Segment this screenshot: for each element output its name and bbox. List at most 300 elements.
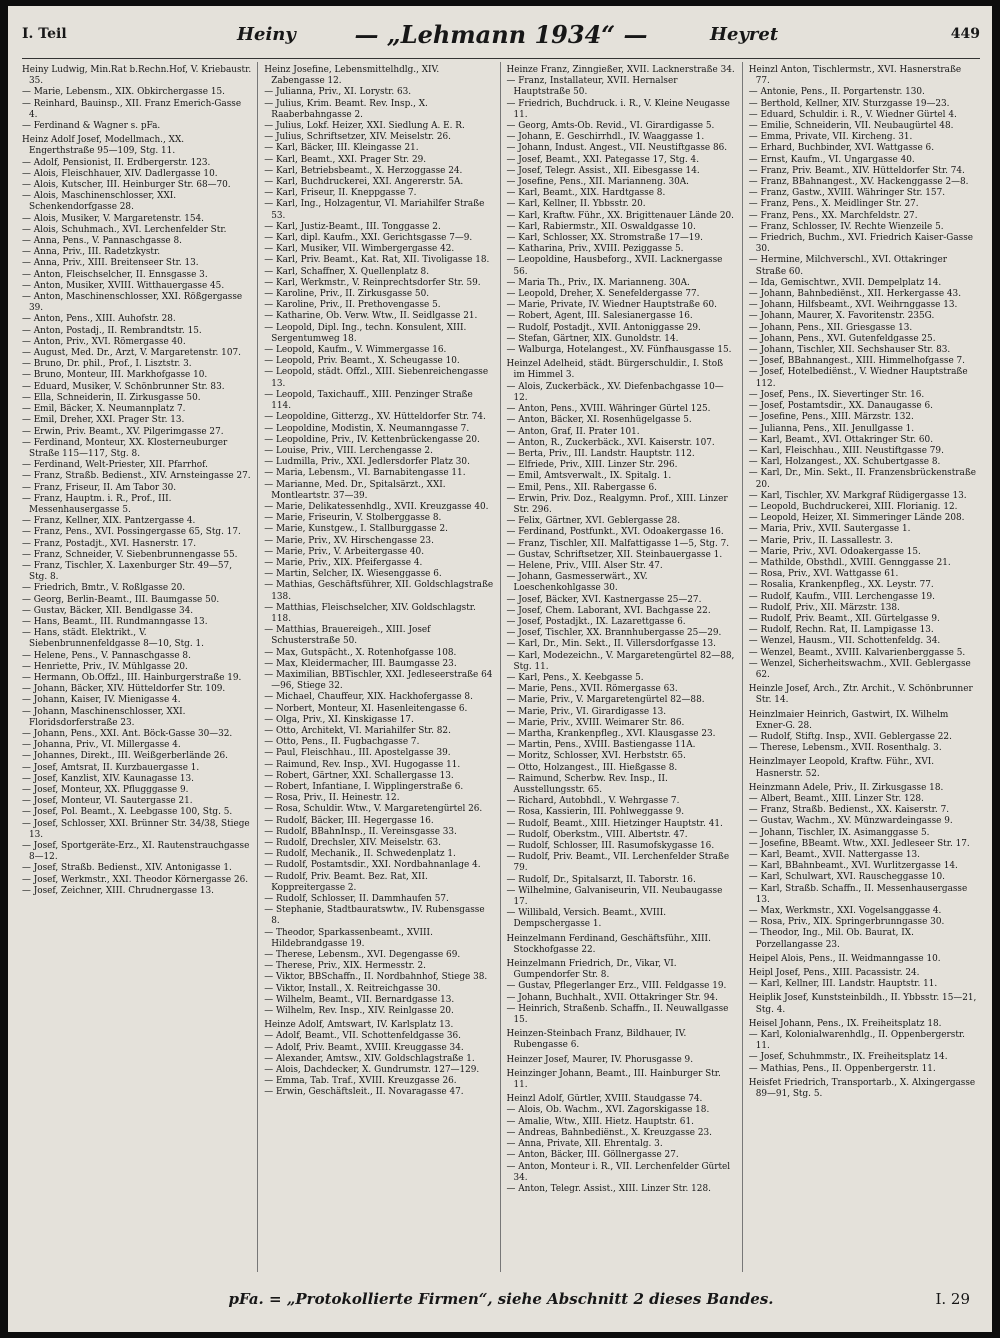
directory-entry: — Therese, Lebensm., XVII. Rosenthalg. 3. <box>748 743 942 754</box>
directory-column-1 <box>16 62 258 1272</box>
page-title: — „Lehmann 1934“ — <box>354 20 648 49</box>
directory-entry: — Alois, Dachdecker, X. Gundrumstr. 127—129. <box>264 1065 480 1076</box>
directory-entry: — Josef, Chem. Laborant, XVI. Bachgasse 22. <box>506 605 711 616</box>
directory-entry: — Friedrich, Bmtr., V. Roßlgasse 20. <box>22 583 186 594</box>
directory-entry: — Maria Th., Priv., IX. Marianneng. 30A. <box>506 277 690 288</box>
directory-entry: — Johann, Tischler, XII. Sechshauser Str. 83. <box>748 345 951 356</box>
directory-entry: — Emilie, Schneiderin, VII. Neubaugürtel 48. <box>748 121 954 132</box>
directory-entry: — Eduard, Musiker, V. Schönbrunner Str. 83. <box>22 381 225 392</box>
directory-entry: — Matthias, Fleischselcher, XIV. Goldschlagstr. 118. <box>264 602 476 624</box>
directory-entry: — Theodor, Sparkassenbeamt., XVIII. Hildebrandgasse 19. <box>264 927 433 949</box>
directory-entry: Heiplik Josef, Kunststeinbildh., II. Ybbsstr. 15—21, Stg. 4. <box>748 993 977 1015</box>
directory-entry: — Erwin, Geschäftsleit., II. Novaragasse 47. <box>264 1087 464 1098</box>
directory-entry: — Karl, Werkmstr., V. Reinprechtsdorfer Str. 59. <box>264 277 481 288</box>
directory-entry: — Antonie, Pens., II. Porgartenstr. 130. <box>748 87 925 98</box>
directory-entry: — Alexander, Amtsw., XIV. Goldschlagstraße 1. <box>264 1053 475 1064</box>
directory-entry: — Hans, städt. Elektrikt., V. Siebenbrunnenfeldgasse 8—10, Stg. 1. <box>22 628 204 650</box>
directory-entry: — Johann, Pens., XVI. Gutenfeldgasse 25. <box>748 333 936 344</box>
directory-entry: — Josefine, Pens., XIII. Märzstr. 132. <box>748 412 914 423</box>
directory-entry: — Katharine, Ob. Verw. Wtw., II. Seidlgasse 21. <box>264 311 478 322</box>
directory-entry: — Georg, Berlin-Beamt., III. Baumgasse 50. <box>22 594 220 605</box>
directory-entry: — Rosa, Priv., II. Heinestr. 12. <box>264 793 400 804</box>
directory-entry: — Rudolf, Mechanik., II. Schwedenplatz 1. <box>264 849 456 860</box>
directory-entry: — Josef, Schuhmmstr., IX. Freiheitsplatz 14. <box>748 1052 948 1063</box>
directory-entry: Heinzlmaier Heinrich, Gastwirt, IX. Wilhelm Exner-G. 28. <box>748 709 949 731</box>
directory-entry: — Karl, Kellner, II. Ybbsstr. 20. <box>506 199 646 210</box>
directory-entry: — August, Med. Dr., Arzt, V. Margaretenstr. 107. <box>22 348 241 359</box>
directory-entry: — Johann, E. Geschirrhdl., IV. Waaggasse 1. <box>506 132 705 143</box>
directory-entry: Heipel Alois, Pens., II. Weidmanngasse 10. <box>748 953 941 964</box>
directory-entry: — Anton, Maschinenschlosser, XXI. Rößgergasse 39. <box>22 292 243 314</box>
directory-entry: — Marie, Priv., VI. Girardigasse 13. <box>506 706 667 717</box>
directory-entry: — Alois, Zuckerbäck., XV. Diefenbachgasse 10—12. <box>506 381 724 403</box>
directory-entry: — Leopoldine, Hausbeforg., XVII. Lacknergasse 56. <box>506 255 723 277</box>
directory-entry: — Berthold, Kellner, XIV. Sturzgasse 19—23. <box>748 98 950 109</box>
directory-entry: — Josef, Straßb. Bedienst., XIV. Antonigasse 1. <box>22 863 232 874</box>
directory-entry: — Wenzel, Sicherheitswachm., XVII. Geblergasse 62. <box>748 658 971 680</box>
directory-entry: — Albert, Beamt., XIII. Linzer Str. 128. <box>748 794 924 804</box>
directory-entry: — Hans, Beamt., III. Rundmanngasse 13. <box>22 616 208 627</box>
directory-entry: — Josef, Kanzlist, XIV. Kaunagasse 13. <box>22 773 195 784</box>
directory-entry: — Johann, Pens., XII. Griesgasse 13. <box>748 322 913 333</box>
directory-entry: Heinzlmayer Leopold, Kraftw. Führ., XVI. Hasnerstr. 52. <box>748 757 935 779</box>
directory-entry: — Josef, Monteur, XX. Pflugggasse 9. <box>22 785 189 795</box>
directory-entry: — Anton, Postadj., II. Rembrandtstr. 15. <box>22 325 202 336</box>
directory-entry: — Johannes, Direkt., III. Weißgerberlände 26. <box>22 751 228 762</box>
directory-entry: — Rudolf, Drechsler, XIV. Meiselstr. 63. <box>264 838 441 849</box>
directory-entry: — Marie, Priv., V. Margaretengürtel 82—88. <box>506 695 705 706</box>
directory-entry: — Andreas, Bahnbediënst., X. Kreuzgasse 23. <box>506 1127 712 1138</box>
directory-entry: — Franz, Tischler, X. Laxenburger Str. 49—57, Stg. 8. <box>22 560 233 583</box>
directory-column-3 <box>501 62 743 1272</box>
directory-entry: — Norbert, Monteur, XI. Hasenleitengasse 6. <box>264 703 468 714</box>
directory-entry: — Max, Werkmstr., XXI. Vogelsanggasse 4. <box>748 906 942 917</box>
directory-entry: — Therese, Lebensm., XVI. Degengasse 69. <box>264 950 461 961</box>
directory-entry: — Marie, Pens., XVII. Römergasse 63. <box>506 684 678 695</box>
directory-entry: — Rudolf, Schlosser, II. Dammhaufen 57. <box>264 894 449 905</box>
directory-entry: — Franz, BBahnangest., XV. Hackenggasse 2—8. <box>748 177 969 188</box>
directory-entry: — Theodor, Ing., Mil. Ob. Baurat, IX. Porzellangasse 23. <box>748 928 914 950</box>
directory-entry: — Rudolf, Oberkstm., VIII. Albertstr. 47. <box>506 829 688 840</box>
directory-entry: — Karl, Musiker, VII. Wimbergergasse 42. <box>264 244 455 255</box>
directory-entry: — Johann, Pens., XXI. Ant. Böck-Gasse 30—32. <box>22 728 233 739</box>
directory-entry: — Karl, Schlosser, XX. Stromstraße 17—19. <box>506 233 703 244</box>
directory-entry: — Heinrich, Straßenb. Schaffn., II. Neuwallgasse 15. <box>506 1003 729 1026</box>
directory-entry: — Karoline, Priv., II. Zirkusgasse 50. <box>264 289 430 300</box>
directory-entry: — Otto, Pens., II. Fugbachgasse 7. <box>264 737 420 748</box>
directory-entry: — Leopoldine, Modistin, X. Neumanngasse 7. <box>264 423 470 434</box>
directory-entry: — Wenzel, Hausm., VII. Schottenfeldg. 34. <box>748 636 941 647</box>
directory-entry: — Franz, Schlosser, IV. Rechte Wienzeile 5. <box>748 221 944 232</box>
directory-entry: — Rosa, Schuldir. Wtw., V. Margaretengürtel 26. <box>264 804 483 815</box>
directory-entry: — Karl, Holzangest., XX. Schubertgasse 8. <box>748 457 941 468</box>
directory-entry: — Karl, Schaffner, X. Quellenplatz 8. <box>264 266 430 277</box>
directory-entry: — Viktor, BBSchaffn., II. Nordbahnhof, Stiege 38. <box>264 972 488 983</box>
directory-entry: — Josef, Bäcker, XVI. Kastnergasse 25—27. <box>506 594 702 605</box>
directory-entry: — Karl, BBahnbeamt., XVI. Wurlitzergasse 14. <box>748 861 958 872</box>
directory-entry: Heisfet Friedrich, Transportarb., X. Alxingergasse 89—91, Stg. 5. <box>748 1077 976 1100</box>
directory-entry: — Alois, Schuhmach., XVI. Lerchenfelder Str. <box>22 224 227 235</box>
directory-entry: Heinze Franz, Zinngießer, XVII. Lacknerstraße 34. <box>506 65 735 75</box>
directory-entry: — Marie, Delikatessenhdlg., XVII. Kreuzgasse 40. <box>264 501 489 512</box>
directory-entry: — Anton, Pens., XVIII. Währinger Gürtel 125. <box>506 404 711 415</box>
directory-entry: — Anton, R., Zuckerbäck., XVI. Kaiserstr. 107. <box>506 437 715 448</box>
directory-entry: — Gustav, Pflegerlanger Erz., VIII. Feldgasse 19. <box>506 981 727 992</box>
directory-entry: — Marianne, Med. Dr., Spitalsärzt., XXI. Montleartstr. 37—39. <box>264 479 446 501</box>
directory-entry: — Wilhelmine, Galvaniseurin, VII. Neubaugasse 17. <box>506 885 723 908</box>
directory-entry: — Leopold, Dreher, X. Senefeldergasse 77. <box>506 289 700 300</box>
entry-columns <box>16 62 984 1272</box>
directory-entry: — Franz, Kellner, XIX. Pantzergasse 4. <box>22 516 196 527</box>
directory-entry: — Paul, Fleischhau., III. Apostelgasse 39. <box>264 748 451 759</box>
directory-entry: — Erwin, Priv. Beamt., XV. Pilgerimgasse 27. <box>22 426 224 437</box>
directory-entry: — Julius, Lokf. Heizer, XXI. Siedlung A. E. R. <box>264 121 465 132</box>
directory-entry: — Anna, Priv., III. Radetzkystr. <box>22 247 161 258</box>
directory-entry: Heinzelmann Friedrich, Dr., Vikar, VI. Gumpendorfer Str. 8. <box>506 959 677 981</box>
directory-entry: — Karl, Beamt., XXI. Prager Str. 29. <box>264 154 427 165</box>
directory-entry: — Leopold, Kaufm., V. Wimmergasse 16. <box>264 345 447 356</box>
directory-entry: — Karl, Priv. Beamt., Kat. Rat, XII. Tivoligasse 18. <box>264 255 490 266</box>
directory-entry: — Karl, Modezeichn., V. Margaretengürtel 82—88, Stg. 11. <box>506 650 735 672</box>
directory-entry: — Anna, Priv., XIII. Breitenseer Str. 13. <box>22 258 199 269</box>
directory-entry: — Robert, Infantiane, I. Wipplingerstraße 6. <box>264 782 464 792</box>
directory-entry: — Marie, Kunstgew., I. Stallburggasse 2. <box>264 524 448 535</box>
directory-entry: — Anton, Fleischselcher, II. Ennsgasse 3. <box>22 269 208 280</box>
directory-entry: — Michael, Chauffeur, XIX. Hackhofergasse 8. <box>264 692 473 703</box>
directory-entry: — Johann, Hilfsbeamt., XVI. Weihrnggasse 13. <box>748 300 958 311</box>
directory-entry: — Matthias, Brauereigeh., XIII. Josef Schusterstraße 50. <box>264 625 431 647</box>
directory-entry: — Rudolf, Rechn. Rat, II. Lampigasse 13. <box>748 625 934 636</box>
directory-entry: — Therese, Priv., XIX. Hermesstr. 2. <box>264 961 426 972</box>
directory-entry: — Robert, Gärtner, XXI. Schallergasse 13. <box>264 770 454 781</box>
directory-entry: — Moritz, Schlosser, XVI. Herbststr. 65. <box>506 751 686 762</box>
directory-entry: — Erwin, Priv. Doz., Realgymn. Prof., XIII. Linzer Str. 296. <box>506 493 728 515</box>
directory-entry: Heisel Johann, Pens., IX. Freiheitsplatz 18. <box>748 1018 942 1029</box>
directory-entry: — Alois, Kutscher, III. Heinburger Str. 68—70. <box>22 180 231 191</box>
directory-entry: — Julianna, Pens., XII. Jenullgasse 1. <box>748 423 915 434</box>
directory-entry: — Karl, Kraftw. Führ., XX. Brigittenauer Lände 20. <box>506 210 734 221</box>
directory-entry: — Henriette, Priv., IV. Mühlgasse 20. <box>22 661 188 672</box>
directory-entry: — Ferdinand & Wagner s. pFa. <box>22 121 161 132</box>
directory-entry: Heinzinger Johann, Beamt., III. Hainburger Str. 11. <box>506 1068 721 1091</box>
directory-entry: — Rudolf, Stiftg. Insp., XVII. Geblergasse 22. <box>748 731 952 742</box>
directory-entry: — Marie, Priv., XIX. Pfeifergasse 4. <box>264 557 423 568</box>
directory-entry: — Marie, Priv., XVI. Odoakergasse 15. <box>748 546 921 557</box>
directory-page <box>8 6 992 1332</box>
directory-entry: — Mathias, Pens., II. Oppenbergerstr. 11. <box>748 1063 936 1074</box>
directory-entry: — Martin, Selcher, IX. Wiesenggasse 6. <box>264 569 442 580</box>
directory-entry: — Josef, Werkmstr., XXI. Theodor Körnergasse 26. <box>22 874 249 885</box>
directory-entry: — Josef, Zeichner, XIII. Chrudnergasse 13. <box>22 885 214 896</box>
directory-entry: — Anton, Graf, II. Prater 101. <box>506 426 640 437</box>
directory-entry: — Julianna, Priv., XI. Lorystr. 63. <box>264 87 412 98</box>
directory-entry: — Rudolf, Bäcker, III. Hegergasse 16. <box>264 815 434 826</box>
directory-entry: — Franz, Pens., X. Meidlinger Str. 27. <box>748 199 919 210</box>
directory-entry: — Ludmilla, Priv., XXI. Jedlersdorfer Platz 30. <box>264 457 470 468</box>
directory-entry: — Rudolf, BBahnInsp., II. Vereinsgasse 33. <box>264 826 457 837</box>
directory-entry: — Martha, Krankenpfleg., XVI. Klausgasse 23. <box>506 728 716 739</box>
directory-entry: — Ferdinand, Welt-Priester, XII. Pfarrhof. <box>22 460 208 471</box>
directory-entry: — Leopold, Priv. Beamt., X. Scheugasse 10. <box>264 356 460 367</box>
directory-entry: — Karl, Tischler, XV. Markgraf Rüdigergasse 13. <box>748 490 967 501</box>
directory-entry: — Karl, Kellner, III. Landstr. Hauptstr. 11. <box>748 979 938 990</box>
directory-entry: Heinzl Anton, Tischlermstr., XVI. Hasnerstraße 77. <box>748 65 962 87</box>
directory-entry: — Karl, Beamt., XIX. Hardtgasse 8. <box>506 188 666 199</box>
directory-entry: — Emma, Private, VII. Kircheng. 31. <box>748 132 913 143</box>
page-header <box>22 18 980 59</box>
directory-entry: Heiny Ludwig, Min.Rat b.Rechn.Hof, V. Kriebaustr. 35. <box>22 65 252 87</box>
directory-entry: — Julius, Schriftsetzer, XIV. Meiselstr. 26. <box>264 132 452 143</box>
directory-entry: — Franz, Tischler, XII. Malfattigasse 1—5, Stg. 7. <box>506 538 730 549</box>
directory-entry: — Johanna, Priv., VI. Millergasse 4. <box>22 740 181 751</box>
directory-entry: — Johann, Kaiser, IV. Mienigasse 4. <box>22 695 181 706</box>
directory-entry: — Wenzel, Beamt., XVIII. Kalvarienberggasse 5. <box>748 647 966 658</box>
directory-entry: — Anna, Pens., V. Pannaschgasse 8. <box>22 236 182 247</box>
directory-entry: — Josefine, Pens., XII. Marianneng. 30A. <box>506 177 689 188</box>
directory-entry: — Josef, Amtsrat, II. Kurzbauergasse 1. <box>22 762 200 773</box>
directory-entry: — Gustav, Bäcker, XII. Bendlgasse 34. <box>22 605 194 616</box>
directory-entry: — Max, Gutspächt., X. Rotenhofgasse 108. <box>264 647 457 658</box>
directory-entry: — Karl, Fleischhau., XIII. Neustiftgasse 79. <box>748 445 944 456</box>
directory-entry: — Marie, Friseurin, V. Stolberggasse 8. <box>264 513 442 524</box>
directory-entry: — Leopoldine, Priv., IV. Kettenbrückengasse 20. <box>264 434 480 445</box>
directory-entry: — Otto, Architekt, VI. Mariahilfer Str. 82. <box>264 725 451 736</box>
directory-entry: — Willibald, Versich. Beamt., XVIII. Dempschergasse 1. <box>506 908 667 930</box>
directory-entry: — Rosalia, Krankenpfleg., XX. Leystr. 77. <box>748 580 934 591</box>
directory-entry: — Franz, Straßb. Bedienst., XX. Kaiserstr. 7. <box>748 805 950 816</box>
directory-entry: — Viktor, Install., X. Reitreichgasse 30. <box>264 983 441 994</box>
directory-entry: — Karl, dipl. Kaufm., XXI. Gerichtsgasse 7—9. <box>264 233 473 244</box>
directory-entry: — Josef, Telegr. Assist., XII. Eibesgasse 14. <box>506 165 700 176</box>
directory-entry: Heinzel Adelheid, städt. Bürgerschuldir., I. Stoß im Himmel 3. <box>506 359 724 381</box>
directory-entry: — Karl, Justiz-Beamt., III. Tonggasse 2. <box>264 221 441 232</box>
directory-entry: — Karl, Dr., Min. Sekt., II. Villersdorfgasse 13. <box>506 639 717 650</box>
directory-column-4 <box>743 62 984 1272</box>
directory-entry: — Josef, Sportgeräte-Erz., XI. Rautenstrauchgasse 8—12. <box>22 841 250 863</box>
directory-entry: Heinz Adolf Josef, Modellmach., XX. Engerthstraße 95—109, Stg. 11. <box>22 135 185 157</box>
directory-entry: Heinzle Josef, Arch., Ztr. Archit., V. Schönbrunner Str. 14. <box>748 684 973 706</box>
directory-entry: — Franz, Pens., XVI. Possingergasse 65, Stg. 17. <box>22 527 241 538</box>
directory-entry: — Johann, Gasmesserwärt., XV. Loeschenkohlgasse 30. <box>506 572 648 594</box>
directory-entry: — Eduard, Schuldir. i. R., V. Wiedner Gürtel 4. <box>748 109 957 120</box>
directory-entry: — Franz, Installateur, XVII. Hernalser Hauptstraße 50. <box>506 76 678 98</box>
directory-entry: Heipl Josef, Pens., XIII. Pacassistr. 24. <box>748 968 920 979</box>
directory-entry: — Ferdinand, Postfunkt., XVI. Odoakergasse 16. <box>506 527 724 538</box>
directory-entry: — Josef, Tischler, XX. Brannhubergasse 25—29. <box>506 628 722 639</box>
directory-entry: — Rudolf, Priv. Beamt., XII. Gürtelgasse 9. <box>748 613 940 624</box>
directory-entry: — Karl, Straßb. Schaffn., II. Messenhausergasse 13. <box>748 883 968 905</box>
directory-entry: — Rosa, Priv., XIX. Springerbrunngasse 30. <box>748 917 945 928</box>
directory-entry: — Rudolf, Postadjt., XVII. Antoniggasse 29. <box>506 322 701 333</box>
directory-entry: — Josefine, BBeamt. Wtw., XXI. Jedleseer Str. 17. <box>748 838 970 849</box>
directory-entry: — Marie, Priv., XV. Hirschengasse 23. <box>264 535 434 546</box>
directory-entry: — Georg, Amts-Ob. Revid., VI. Girardigasse 5. <box>506 121 715 132</box>
directory-entry: — Bruno, Monteur, III. Markhofgasse 10. <box>22 370 208 381</box>
directory-entry: — Emil, Amtsverwalt., IX. Spitalg. 1. <box>506 471 672 482</box>
directory-entry: — Ferdinand, Monteur, XX. Klosterneuburger Straße 115—117, Stg. 8. <box>22 437 228 459</box>
directory-entry: Heinzelmann Ferdinand, Geschäftsführ., XIII. Stockhofgasse 22. <box>506 933 711 955</box>
directory-entry: — Ella, Schneiderin, II. Zirkusgasse 50. <box>22 392 201 403</box>
directory-entry: — Hermine, Milchverschl., XVI. Ottakringer Straße 60. <box>748 255 947 277</box>
directory-entry: — Gustav, Wachm., XV. Münzwardeingasse 9. <box>748 816 953 827</box>
directory-entry: — Olga, Priv., XI. Kinskigasse 17. <box>264 714 414 725</box>
directory-entry: — Friedrich, Buchm., XVI. Friedrich Kaiser-Gasse 30. <box>748 233 974 255</box>
page-number: 449 <box>950 26 980 42</box>
directory-entry: — Ida, Gemischtwr., XVII. Dempelplatz 14. <box>748 277 942 288</box>
directory-entry: Heinz Josefine, Lebensmittelhdlg., XIV. Zabengasse 12. <box>264 65 440 87</box>
directory-entry: — Karoline, Priv., II. Prethovengasse 5. <box>264 300 441 311</box>
directory-entry: — Johann, Tischler, IX. Asimanggasse 5. <box>748 827 930 838</box>
directory-entry: — Max, Kleidermacher, III. Baumgasse 23. <box>264 658 457 669</box>
directory-entry: — Josef, Postadjkt., IX. Lazarettgasse 6. <box>506 616 686 627</box>
directory-entry: — Felix, Gärtner, XVI. Geblergasse 28. <box>506 516 681 527</box>
directory-entry: — Mathias, Geschäftsführer, XII. Goldschlagstraße 138. <box>264 580 494 602</box>
directory-entry: — Emil, Dreher, XXI. Prager Str. 13. <box>22 415 185 426</box>
directory-entry: — Anton, Bäcker, III. Göllnergasse 27. <box>506 1150 679 1161</box>
directory-entry: — Adolf, Beamt., VII. Schottenfeldgasse 36. <box>264 1031 461 1042</box>
directory-entry: — Karl, Kolonialwarenhdlg., II. Oppenbergerstr. 11. <box>748 1030 965 1052</box>
directory-entry: — Robert, Agent, III. Salesianergasse 16. <box>506 311 693 322</box>
directory-entry: — Erhard, Buchbinder, XVI. Wattgasse 6. <box>748 143 935 154</box>
directory-entry: — Anton, Pens., XIII. Auhofstr. 28. <box>22 314 176 325</box>
directory-entry: — Franz, Schneider, V. Siebenbrunnengasse 55. <box>22 549 238 560</box>
directory-entry: — Franz, Hauptm. i. R., Prof., III. Messenhausergasse 5. <box>22 493 172 515</box>
directory-entry: — Gustav, Schriftsetzer, XII. Steinbauergasse 1. <box>506 549 723 560</box>
directory-entry: — Josef, Postamtsdir., XX. Danaugasse 6. <box>748 401 933 412</box>
directory-entry: — Karl, Buchdruckerei, XXI. Angererstr. 5A. <box>264 177 464 188</box>
directory-entry: — Alois, Ob. Wachm., XVI. Zagorskigasse 18. <box>506 1105 710 1116</box>
directory-entry: — Josef, Hotelbediënst., V. Wiedner Hauptstraße 112. <box>748 367 968 389</box>
directory-entry: — Franz, Pens., XX. Marchfeldstr. 27. <box>748 210 918 221</box>
directory-entry: — Leopold, Buchdruckerei, XIII. Florianig. 12. <box>748 501 958 512</box>
directory-entry: — Rosa, Priv., XVI. Wattgasse 61. <box>748 569 899 580</box>
directory-entry: — Rosa, Kassierin, III. Pohlweggasse 9. <box>506 807 685 818</box>
directory-entry: — Josef, Pens., IX. Sievertinger Str. 16. <box>748 389 925 400</box>
directory-entry: — Raimund, Rev. Insp., XVI. Hugogasse 11. <box>264 759 461 770</box>
directory-entry: — Rudolf, Beamt., XIII. Hietzinger Hauptstr. 41. <box>506 818 723 829</box>
directory-entry: — Emil, Pens., XII. Rabergasse 6. <box>506 482 657 493</box>
directory-entry: — Franz, Straßb. Bedienst., XIV. Arnsteingasse 27. <box>22 471 251 482</box>
directory-entry: — Josef, Schlosser, XXI. Brünner Str. 34/38, Stiege 13. <box>22 818 250 840</box>
directory-entry: — Anton, Telegr. Assist., XIII. Linzer Str. 128. <box>506 1183 711 1194</box>
directory-entry: — Helene, Priv., VIII. Alser Str. 47. <box>506 560 663 571</box>
directory-entry: — Josef, BBahnangest., XIII. Himmelhofgasse 7. <box>748 356 965 367</box>
directory-entry: — Louise, Priv., VIII. Lerchengasse 2. <box>264 445 433 456</box>
directory-entry: — Anna, Private, XII. Ehrentalg. 3. <box>506 1139 663 1150</box>
page-footer <box>22 1282 980 1322</box>
directory-entry: — Bruno, Dr. phil., Prof., I. Lisztstr. 3. <box>22 359 192 370</box>
directory-entry: — Alois, Fleischhauer, XIV. Dadlergasse 10. <box>22 168 218 179</box>
directory-entry: — Alois, Maschinenschlosser, XXI. Schenkendorfgasse 28. <box>22 191 177 213</box>
directory-entry: Heinzl Adolf, Gürtler, XVIII. Staudgasse 74. <box>506 1094 703 1105</box>
directory-entry: — Karl, Schulwart, XVI. Rauscheggasse 10. <box>748 872 945 883</box>
footer-note: pFa. = „Protokollierte Firmen“, siehe Abschnitt 2 dieses Bandes. <box>228 1290 774 1308</box>
directory-entry: — Franz, Friseur, II. Am Tabor 30. <box>22 482 177 493</box>
directory-entry: — Stephanie, Stadtbauratswtw., IV. Rubensgasse 8. <box>264 905 485 927</box>
directory-entry: — Wilhelm, Rev. Insp., XIV. Reinlgasse 20. <box>264 1006 454 1017</box>
directory-entry: — Mathilde, Obsthdl., XVIII. Gennggasse 21. <box>748 557 951 568</box>
directory-entry: — Reinhard, Bauinsp., XII. Franz Emerich-Gasse 4. <box>22 98 242 120</box>
directory-entry: — Emma, Tab. Traf., XVIII. Kreuzgasse 26. <box>264 1076 457 1087</box>
directory-entry: — Marie, Lebensm., XIX. Obkirchergasse 15. <box>22 87 225 98</box>
directory-entry: — Leopoldine, Gitterzg., XV. Hütteldorfer Str. 74. <box>264 412 486 423</box>
directory-entry: — Johann, Maschinenschlosser, XXI. Floridsdorferstraße 23. <box>22 706 186 728</box>
directory-entry: — Johann, Indust. Angest., VII. Neustiftgasse 86. <box>506 143 728 154</box>
directory-entry: — Josef, Pol. Beamt., X. Leebgasse 100, Stg. 5. <box>22 807 233 818</box>
directory-entry: — Walburga, Hotelangest., XV. Fünfhausgasse 15. <box>506 345 732 356</box>
directory-entry: — Helene, Pens., V. Pannaschgasse 8. <box>22 650 191 661</box>
directory-entry: — Josef, Beamt., XXI. Pategasse 17, Stg. 4. <box>506 154 700 165</box>
directory-entry: — Anton, Priv., XVI. Römergasse 40. <box>22 336 186 347</box>
directory-entry: — Amalie, Wtw., XIII. Hietz. Hauptstr. 61. <box>506 1116 694 1127</box>
directory-column-2 <box>258 62 500 1272</box>
directory-entry: — Josef, Monteur, VI. Sautergasse 21. <box>22 796 193 807</box>
directory-entry: — Maximilian, BBTischler, XXI. Jedleseerstraße 64—96, Stiege 32. <box>264 669 493 692</box>
directory-entry: — Karl, Friseur, II. Kneppgasse 7. <box>264 188 417 199</box>
directory-entry: — Alois, Musiker, V. Margaretenstr. 154. <box>22 213 204 224</box>
directory-entry: — Berta, Priv., III. Landstr. Hauptstr. 112. <box>506 448 695 459</box>
directory-entry: — Katharina, Priv., XVIII. Peziggasse 5. <box>506 244 684 255</box>
directory-entry: — Adolf, Priv. Beamt., XVIII. Kreuggasse 34. <box>264 1042 464 1053</box>
directory-entry: — Otto, Holzangest., III. Hießgasse 8. <box>506 762 678 773</box>
directory-entry: Heinzer Josef, Maurer, IV. Phorusgasse 9. <box>506 1054 694 1065</box>
directory-entry: — Marie, Priv., XVIII. Weimarer Str. 86. <box>506 717 685 728</box>
directory-entry: — Maria, Priv., XVII. Sautergasse 1. <box>748 524 911 535</box>
directory-entry: — Stefan, Gärtner, XIX. Gunoldstr. 14. <box>506 333 679 344</box>
right-guide-word: Heyret <box>710 24 779 45</box>
directory-entry: Heinze Adolf, Amtswart, IV. Karlsplatz 13. <box>264 1020 454 1031</box>
directory-entry: — Adolf, Pensionist, II. Erdbergerstr. 123. <box>22 157 211 168</box>
directory-entry: — Wilhelm, Beamt., VII. Bernardgasse 13. <box>264 994 455 1005</box>
directory-entry: — Marie, Private, IV. Wiedner Hauptstraße 60. <box>506 300 717 311</box>
directory-entry: — Johann, Buchhalt., XVII. Ottakringer Str. 94. <box>506 992 718 1003</box>
directory-entry: — Emil, Bäcker, X. Neumannplatz 7. <box>22 404 186 415</box>
directory-entry: — Anton, Musiker, XVIII. Witthauergasse 45. <box>22 280 225 291</box>
directory-entry: — Karl, Beamt., XVI. Ottakringer Str. 60. <box>748 434 934 445</box>
directory-entry: — Johann, Bahnbediënst., XII. Herkergasse 43. <box>748 289 962 300</box>
directory-entry: — Rudolf, Dr., Spitalsarzt, II. Taborstr. 16. <box>506 874 696 885</box>
directory-entry: — Rudolf, Postamtsdir., XXI. Nordbahnanlage 4. <box>264 860 481 871</box>
directory-entry: Heinzmann Adele, Priv., II. Zirkusgasse 18. <box>748 782 944 793</box>
directory-entry: — Leopold, städt. Offzl., XIII. Siebenreichengasse 13. <box>264 367 489 389</box>
directory-entry: — Karl, Rabiermstr., XII. Oswaldgasse 10. <box>506 221 696 232</box>
directory-entry: — Rudolf, Schlosser, III. Rasumofskygasse 16. <box>506 841 715 852</box>
directory-entry: Heinzen-Steinbach Franz, Bildhauer, IV. Rubengasse 6. <box>506 1029 687 1051</box>
directory-entry: — Richard, Autobhdl., V. Wehrgasse 7. <box>506 796 680 807</box>
directory-entry: — Karl, Dr., Min. Sekt., II. Franzensbrückenstraße 20. <box>748 468 977 490</box>
sheet-mark: I. 29 <box>935 1290 970 1308</box>
directory-entry: — Rudolf, Priv., XII. Märzstr. 138. <box>748 602 900 613</box>
directory-entry: — Karl, Ing., Holzagentur, VI. Mariahilfer Straße 53. <box>264 199 485 221</box>
directory-entry: — Raimund, Scherbw. Rev. Insp., II. Ausstellungsstr. 65. <box>506 773 668 795</box>
directory-entry: — Rudolf, Priv. Beamt. Bez. Rat, XII. Koppreitergasse 2. <box>264 871 428 893</box>
directory-entry: — Rudolf, Kaufm., VIII. Lerchengasse 19. <box>748 591 935 602</box>
directory-entry: — Marie, Priv., V. Arbeitergasse 40. <box>264 546 425 557</box>
directory-entry: — Ernst, Kaufm., VI. Ungargasse 40. <box>748 154 915 165</box>
directory-entry: — Karl, Beamt., XVII. Nattergasse 13. <box>748 850 920 861</box>
directory-entry: — Leopold, Heizer, XI. Simmeringer Lände 208. <box>748 513 965 524</box>
directory-entry: — Julius, Krim. Beamt. Rev. Insp., X. Raaberbahngasse 2. <box>264 98 428 120</box>
directory-entry: — Johann, Bäcker, XIV. Hütteldorfer Str. 109. <box>22 684 226 695</box>
directory-entry: — Franz, Priv. Beamt., XIV. Hütteldorfer Str. 74. <box>748 165 965 176</box>
directory-entry: — Karl, Betriebsbeamt., X. Herzoggasse 24. <box>264 165 463 176</box>
part-label: I. Teil <box>22 26 67 42</box>
directory-entry: — Hermann, Ob.Offzl., III. Hainburgerstraße 19. <box>22 672 242 683</box>
directory-entry: — Franz, Postadjt., XVI. Hasnerstr. 17. <box>22 538 197 549</box>
directory-entry: — Johann, Maurer, X. Favoritenstr. 235G. <box>748 311 935 322</box>
directory-entry: — Friedrich, Buchdruck. i. R., V. Kleine Neugasse 11. <box>506 98 730 120</box>
directory-entry: — Leopold, Taxichauff., XIII. Penzinger Straße 114. <box>264 389 473 412</box>
